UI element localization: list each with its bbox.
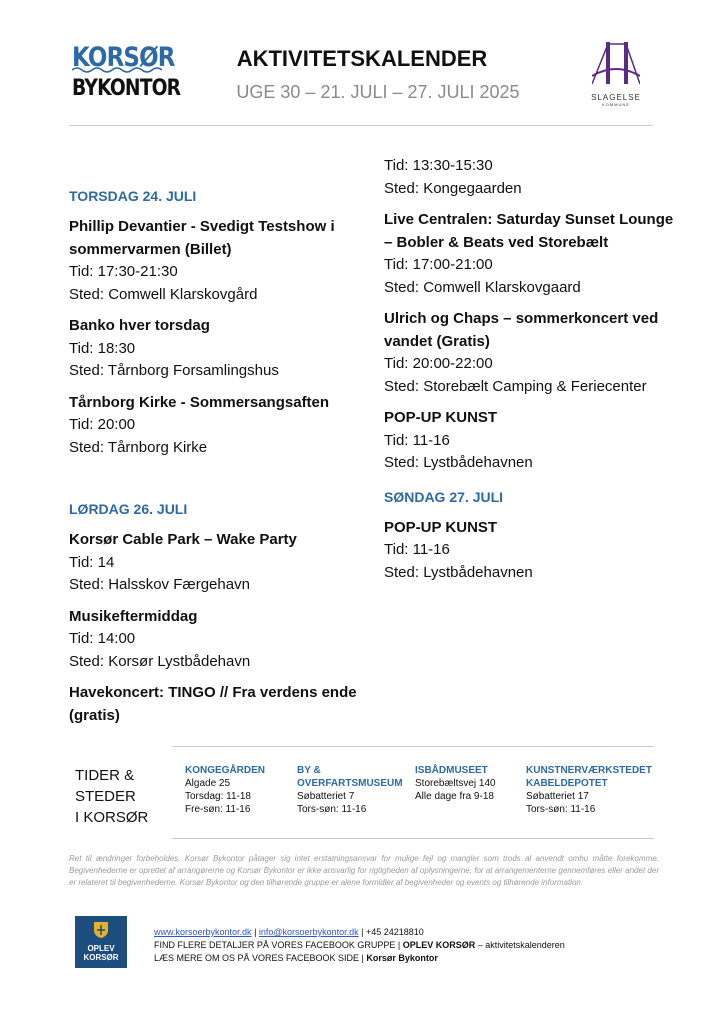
event-item <box>384 308 674 398</box>
event-item <box>69 682 359 727</box>
slagelse-name: SLAGELSE <box>591 93 641 102</box>
event-place: Sted: Halsskov Færgehavn <box>69 576 250 593</box>
facebook-group-text: FIND FLERE DETALJER PÅ VORES FACEBOOK GRUPPE | <box>154 940 403 950</box>
day-heading-sunday: SØNDAG 27. JULI <box>384 488 504 505</box>
event-item <box>69 392 359 460</box>
venue-name: KUNSTNERVÆRKSTEDET <box>526 765 652 776</box>
event-time: Tid: 14:00 <box>69 630 136 647</box>
event-place: Sted: Tårnborg Kirke <box>69 438 208 456</box>
venue-line: Tors-søn: 11-16 <box>297 804 367 815</box>
venue-line: Torsdag: 11-18 <box>185 791 251 802</box>
event-place: Sted: Kongegaarden <box>384 179 522 197</box>
venue-name: BY & <box>297 765 321 776</box>
event-place: Sted: Storebælt Camping & Feriecenter <box>384 377 647 395</box>
venue-by-overfartsmuseum <box>297 764 403 816</box>
bridge-icon <box>592 40 640 86</box>
venues-heading-line: STEDER <box>75 788 136 805</box>
event-title: Banko hver torsdag <box>69 317 210 334</box>
oplev-logo-line: KORSØR <box>83 953 119 962</box>
event-item <box>69 216 359 306</box>
venue-line: Tors-søn: 11-16 <box>526 804 596 815</box>
logo-korsor-text: KORSØR <box>72 42 175 73</box>
event-item-continued <box>384 155 674 200</box>
event-title: Havekoncert: TINGO // Fra verdens ende (gratis) <box>69 684 357 724</box>
venue-isbaadmuseet <box>415 764 496 803</box>
venues-heading-line: TIDER & <box>75 767 135 784</box>
event-time: Tid: 20:00 <box>69 416 136 433</box>
day-heading-thursday: TORSDAG 24. JULI <box>69 188 197 204</box>
event-title: Musikeftermiddag <box>69 607 198 625</box>
logo-bykontor-text: BYKONTOR <box>72 76 181 101</box>
facebook-page-text: LÆS MERE OM OS PÅ VORES FACEBOOK SIDE | <box>154 953 367 963</box>
event-item <box>69 529 359 597</box>
event-title: POP-UP KUNST <box>384 518 498 536</box>
venue-name: KABELDEPOTET <box>526 778 608 789</box>
contact-line-3 <box>154 952 565 965</box>
event-time: Tid: 11-16 <box>384 541 450 558</box>
event-title: POP-UP KUNST <box>384 409 498 426</box>
event-time: Tid: 18:30 <box>69 339 136 357</box>
separator: | <box>254 927 259 937</box>
event-title: Ulrich og Chaps – sommerkoncert ved vandet (Gratis) <box>384 310 659 350</box>
venue-line: Alle dage fra 9-18 <box>415 791 494 802</box>
event-time: Tid: 17:30-21:30 <box>69 263 178 280</box>
left-column <box>69 188 359 736</box>
venue-name: OVERFARTSMUSEUM <box>297 778 403 789</box>
event-time: Tid: 20:00-22:00 <box>384 355 493 372</box>
venue-name: KONGEGÅRDEN <box>185 765 266 776</box>
event-time: Tid: 11-16 <box>384 431 450 449</box>
event-time: Tid: 17:00-21:00 <box>384 256 493 273</box>
facebook-group-name: OPLEV KORSØR <box>402 940 476 950</box>
event-time: Tid: 14 <box>69 553 115 571</box>
contact-line-1 <box>154 926 565 939</box>
footer-top-divider <box>172 746 654 747</box>
right-column <box>384 155 674 593</box>
venue-line: Algade 25 <box>185 778 231 789</box>
slagelse-sub: KOMMUNE <box>602 102 630 107</box>
event-place: Sted: Tårnborg Forsamlingshus <box>69 362 279 379</box>
venue-line: Søbatteriet 7 <box>297 791 355 802</box>
shield-icon <box>93 921 109 939</box>
slagelse-kommune-logo <box>588 40 644 107</box>
event-place: Sted: Lystbådehavnen <box>384 563 533 581</box>
event-place: Sted: Lystbådehavnen <box>384 454 533 471</box>
event-item <box>384 407 674 475</box>
venue-name: ISBÅDMUSEET <box>415 765 488 776</box>
event-place: Sted: Comwell Klarskovgaard <box>384 278 581 296</box>
venue-kabeldepotet <box>526 764 652 816</box>
event-item <box>69 315 359 383</box>
website-link[interactable]: www.korsoerbykontor.dk <box>154 927 252 937</box>
event-title: Korsør Cable Park – Wake Party <box>69 531 297 548</box>
disclaimer-text: Ret til ændringer forbeholdes. Korsør Bykontor påtager sig intet erstatningsansvar for mulige fejl og mangler som trods al anvendt omhu måtte forekomme. Begivenhederne er oprettet af arrangørerne og Korsør Bykontor er ikke ansvarlig for rigtigheden af oplysningerne, for at arrangementerne gennemføres eller andet der er relateret til begivenhederne. Korsør Bykontor og den tilhørende gruppe er alene formidler af begivenheder og events og tilhørende information. <box>69 854 659 887</box>
facebook-group-suffix: – aktivitetskalenderen <box>475 940 565 950</box>
email-link[interactable]: info@korsoerbykontor.dk <box>258 927 359 937</box>
facebook-page-name: Korsør Bykontor <box>366 953 438 963</box>
event-title: Live Centralen: Saturday Sunset Lounge – Bobler & Beats ved Storebælt <box>384 211 674 251</box>
event-item <box>69 606 359 674</box>
venue-line: Storebæltsvej 140 <box>415 778 496 789</box>
event-time: Tid: 13:30-15:30 <box>384 157 493 174</box>
venue-kongegaarden <box>185 764 265 816</box>
event-place: Sted: Korsør Lystbådehavn <box>69 652 251 670</box>
event-item <box>384 517 674 585</box>
event-item <box>384 209 674 299</box>
event-place: Sted: Comwell Klarskovgård <box>69 285 258 303</box>
venue-line: Søbatteriet 17 <box>526 791 589 802</box>
venues-heading <box>75 765 165 828</box>
page-subtitle: UGE 30 – 21. JULI – 27. JULI 2025 <box>236 82 520 102</box>
page-title: AKTIVITETSKALENDER <box>236 46 488 71</box>
phone-number: | +45 24218810 <box>361 927 424 937</box>
venue-line: Fre-søn: 11-16 <box>185 804 251 815</box>
event-title: Tårnborg Kirke - Sommersangsaften <box>69 393 330 411</box>
event-title: Phillip Devantier - Svedigt Testshow i sommervarmen (Billet) <box>69 218 335 258</box>
contact-line-2 <box>154 939 565 952</box>
oplev-korsor-logo <box>75 916 127 968</box>
header-divider <box>69 125 653 126</box>
footer-bottom-divider <box>172 838 654 839</box>
day-heading-saturday: LØRDAG 26. JULI <box>69 501 188 517</box>
oplev-logo-line: OPLEV <box>87 944 115 953</box>
venues-heading-line: I KORSØR <box>75 809 149 826</box>
contact-block <box>154 926 565 965</box>
